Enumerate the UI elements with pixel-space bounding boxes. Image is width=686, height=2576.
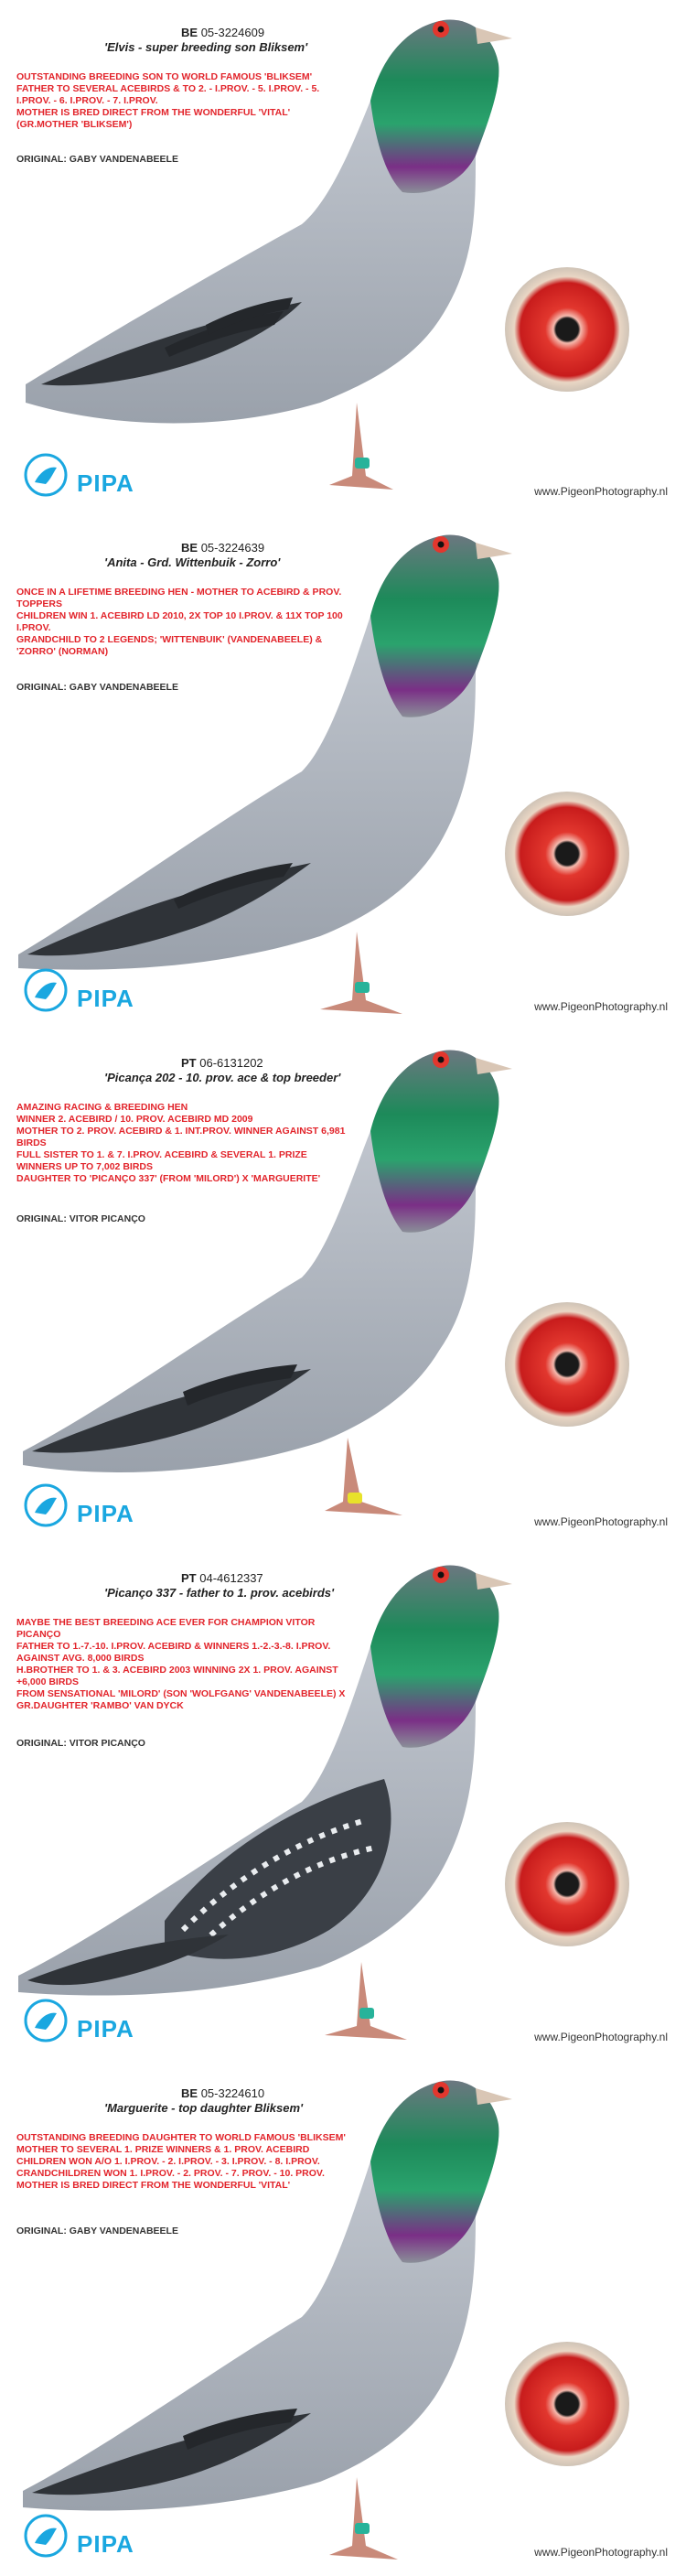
pedigree-description (16, 2132, 346, 2192)
description-line: FULL SISTER TO 1. & 7. I.PROV. ACEBIRD & SEVERAL 1. PRIZE WINNERS UP TO 7,002 BIRDS (16, 1149, 307, 1172)
original-breeder: ORIGINAL: VITOR PICANÇO (16, 1738, 145, 1749)
original-breeder: ORIGINAL: GABY VANDENABEELE (16, 2226, 178, 2236)
pigeon-card-5 (0, 2061, 686, 2576)
pipa-logo-text: PIPA (77, 1500, 134, 1527)
description-line: DAUGHTER TO 'PICANÇO 337' (FROM 'MILORD') X 'MARGUERITE' (16, 1173, 321, 1184)
description-line: GRANDCHILD TO 2 LEGENDS; 'WITTENBUIK' (VANDENABEELE) & 'ZORRO' (NORMAN) (16, 634, 323, 657)
pedigree-description (16, 1102, 346, 1185)
pigeon-card-2 (0, 515, 686, 1030)
description-line: CHILDREN WON A/O 1. I.PROV. - 2. I.PROV. - 3. I.PROV. - 8. I.PROV. (16, 2156, 320, 2167)
description-line: FATHER TO 1.-7.-10. I.PROV. ACEBIRD & WINNERS 1.-2.-3.-8. I.PROV. AGAINST AVG. 8,000 BIRDS (16, 1641, 331, 1664)
description-line: MOTHER TO 2. PROV. ACEBIRD & 1. INT.PROV. WINNER AGAINST 6,981 BIRDS (16, 1126, 346, 1148)
description-line: MOTHER TO SEVERAL 1. PRIZE WINNERS & 1. PROV. ACEBIRD (16, 2144, 310, 2155)
description-line: H.BROTHER TO 1. & 3. ACEBIRD 2003 WINNING 2X 1. PROV. AGAINST +6,000 BIRDS (16, 1665, 338, 1687)
pipa-logo-text: PIPA (77, 985, 134, 1012)
pedigree-description (16, 587, 346, 658)
description-line: MOTHER IS BRED DIRECT FROM THE WONDERFUL 'VITAL' (16, 2180, 291, 2191)
description-line: OUTSTANDING BREEDING SON TO WORLD FAMOUS 'BLIKSEM' (16, 71, 313, 82)
website-watermark: www.PigeonPhotography.nl (534, 2031, 668, 2043)
description-line: ONCE IN A LIFETIME BREEDING HEN - MOTHER TO ACEBIRD & PROV. TOPPERS (16, 587, 342, 609)
pigeon-title: 'Picança 202 - 10. prov. ace & top breeder' (104, 1071, 341, 1084)
original-breeder: ORIGINAL: GABY VANDENABEELE (16, 154, 178, 165)
ring-number: PT 06-6131202 (181, 1056, 263, 1070)
website-watermark: www.PigeonPhotography.nl (534, 1515, 668, 1528)
description-line: CRANDCHILDREN WON 1. I.PROV. - 2. PROV. - 7. PROV. - 10. PROV. (16, 2168, 325, 2179)
original-breeder: ORIGINAL: GABY VANDENABEELE (16, 682, 178, 693)
website-watermark: www.PigeonPhotography.nl (534, 1000, 668, 1013)
website-watermark: www.PigeonPhotography.nl (534, 2546, 668, 2559)
pigeon-title: 'Picanço 337 - father to 1. prov. acebirds' (104, 1586, 335, 1600)
original-breeder: ORIGINAL: VITOR PICANÇO (16, 1213, 145, 1224)
description-line: MAYBE THE BEST BREEDING ACE EVER FOR CHAMPION VITOR PICANÇO (16, 1617, 316, 1640)
pigeon-card-3 (0, 1030, 686, 1546)
pedigree-description (16, 1617, 346, 1712)
ring-number: PT 04-4612337 (181, 1571, 263, 1585)
pigeon-card-4 (0, 1546, 686, 2061)
description-line: FROM SENSATIONAL 'MILORD' (SON 'WOLFGANG' VANDENABEELE) X GR.DAUGHTER 'RAMBO' VAN DYCK (16, 1688, 346, 1711)
description-line: MOTHER IS BRED DIRECT FROM THE WONDERFUL 'VITAL' (GR.MOTHER 'BLIKSEM') (16, 107, 291, 130)
pipa-logo-text: PIPA (77, 469, 134, 497)
pigeon-title: 'Elvis - super breeding son Bliksem' (104, 40, 308, 54)
pipa-logo-text: PIPA (77, 2015, 134, 2042)
pipa-logo-text: PIPA (77, 2530, 134, 2558)
description-line: AMAZING RACING & BREEDING HEN (16, 1102, 188, 1113)
description-line: FATHER TO SEVERAL ACEBIRDS & TO 2. - I.PROV. - 5. I.PROV. - 5. I.PROV. - 6. I.PROV. - 7. I.PROV. (16, 83, 320, 106)
ring-number: BE 05-3224610 (181, 2086, 265, 2100)
pigeon-card-1 (0, 0, 686, 515)
website-watermark: www.PigeonPhotography.nl (534, 485, 668, 498)
description-line: WINNER 2. ACEBIRD / 10. PROV. ACEBIRD MD 2009 (16, 1114, 253, 1125)
pigeon-title: 'Marguerite - top daughter Bliksem' (104, 2101, 304, 2115)
ring-number: BE 05-3224639 (181, 541, 265, 555)
ring-number: BE 05-3224609 (181, 26, 265, 39)
pigeon-title: 'Anita - Grd. Wittenbuik - Zorro' (104, 555, 281, 569)
description-line: CHILDREN WIN 1. ACEBIRD LD 2010, 2X TOP 10 I.PROV. & 11X TOP 100 I.PROV. (16, 610, 343, 633)
pedigree-description (16, 71, 346, 131)
description-line: OUTSTANDING BREEDING DAUGHTER TO WORLD FAMOUS 'BLIKSEM' (16, 2132, 346, 2143)
